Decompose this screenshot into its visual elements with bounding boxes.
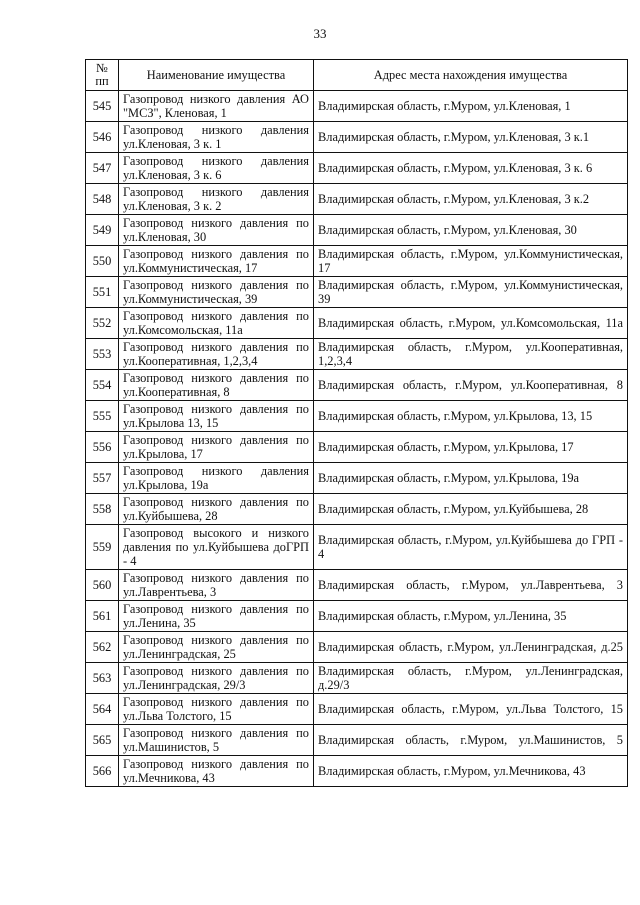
row-number: 550 bbox=[86, 246, 119, 277]
header-row bbox=[86, 60, 628, 91]
row-number: 545 bbox=[86, 91, 119, 122]
property-name: Газопровод низкого давления по ул.Кленовая, 30 bbox=[119, 215, 314, 246]
row-number: 546 bbox=[86, 122, 119, 153]
property-name: Газопровод низкого давления по ул.Мечникова, 43 bbox=[119, 756, 314, 787]
property-address: Владимирская область, г.Муром, ул.Кленовая, 3 к.1 bbox=[314, 122, 628, 153]
property-name: Газопровод низкого давления по ул.Крылова 13, 15 bbox=[119, 401, 314, 432]
property-address: Владимирская область, г.Муром, ул.Льва Толстого, 15 bbox=[314, 694, 628, 725]
property-name: Газопровод низкого давления по ул.Ленина, 35 bbox=[119, 601, 314, 632]
row-number: 560 bbox=[86, 570, 119, 601]
property-name: Газопровод низкого давления по ул.Льва Толстого, 15 bbox=[119, 694, 314, 725]
table-header bbox=[86, 60, 628, 91]
property-address: Владимирская область, г.Муром, ул.Ленина, 35 bbox=[314, 601, 628, 632]
table-row bbox=[86, 370, 628, 401]
table-row bbox=[86, 153, 628, 184]
table-row bbox=[86, 601, 628, 632]
row-number: 553 bbox=[86, 339, 119, 370]
property-name: Газопровод низкого давления ул.Крылова, 19а bbox=[119, 463, 314, 494]
table-body bbox=[86, 91, 628, 787]
row-number: 555 bbox=[86, 401, 119, 432]
property-name: Газопровод низкого давления по ул.Ленинградская, 29/3 bbox=[119, 663, 314, 694]
table-row bbox=[86, 494, 628, 525]
property-address: Владимирская область, г.Муром, ул.Крылова, 13, 15 bbox=[314, 401, 628, 432]
property-address: Владимирская область, г.Муром, ул.Куйбышева, 28 bbox=[314, 494, 628, 525]
header-property-name: Наименование имущества bbox=[119, 60, 314, 91]
row-number: 551 bbox=[86, 277, 119, 308]
row-number: 548 bbox=[86, 184, 119, 215]
property-name: Газопровод низкого давления по ул.Коммунистическая, 39 bbox=[119, 277, 314, 308]
table-row bbox=[86, 694, 628, 725]
table-row bbox=[86, 91, 628, 122]
row-number: 564 bbox=[86, 694, 119, 725]
page-number: 33 bbox=[313, 26, 327, 41]
property-name: Газопровод низкого давления по ул.Крылова, 17 bbox=[119, 432, 314, 463]
table-row bbox=[86, 632, 628, 663]
property-address: Владимирская область, г.Муром, ул.Кленовая, 3 к.2 bbox=[314, 184, 628, 215]
row-number: 554 bbox=[86, 370, 119, 401]
property-address: Владимирская область, г.Муром, ул.Кооперативная, 1,2,3,4 bbox=[314, 339, 628, 370]
table-row bbox=[86, 277, 628, 308]
property-address: Владимирская область, г.Муром, ул.Коммунистическая, 17 bbox=[314, 246, 628, 277]
row-number: 558 bbox=[86, 494, 119, 525]
property-name: Газопровод низкого давления по ул.Машинистов, 5 bbox=[119, 725, 314, 756]
property-address: Владимирская область, г.Муром, ул.Коммунистическая, 39 bbox=[314, 277, 628, 308]
property-name: Газопровод низкого давления по ул.Коммунистическая, 17 bbox=[119, 246, 314, 277]
property-name: Газопровод низкого давления ул.Кленовая, 3 к. 2 bbox=[119, 184, 314, 215]
property-address: Владимирская область, г.Муром, ул.Лаврентьева, 3 bbox=[314, 570, 628, 601]
row-number: 552 bbox=[86, 308, 119, 339]
property-name: Газопровод низкого давления по ул.Лаврентьева, 3 bbox=[119, 570, 314, 601]
property-name: Газопровод низкого давления по ул.Кооперативная, 1,2,3,4 bbox=[119, 339, 314, 370]
property-address: Владимирская область, г.Муром, ул.Ленинградская, д.25 bbox=[314, 632, 628, 663]
property-address: Владимирская область, г.Муром, ул.Кленовая, 1 bbox=[314, 91, 628, 122]
table-row bbox=[86, 525, 628, 570]
table-row bbox=[86, 725, 628, 756]
property-name: Газопровод низкого давления ул.Кленовая, 3 к. 6 bbox=[119, 153, 314, 184]
property-name: Газопровод низкого давления по ул.Куйбышева, 28 bbox=[119, 494, 314, 525]
table-row bbox=[86, 401, 628, 432]
table-row bbox=[86, 663, 628, 694]
table-row bbox=[86, 570, 628, 601]
table-row bbox=[86, 432, 628, 463]
property-name: Газопровод высокого и низкого давления по ул.Куйбышева доГРП - 4 bbox=[119, 525, 314, 570]
property-name: Газопровод низкого давления по ул.Кооперативная, 8 bbox=[119, 370, 314, 401]
header-number: № пп bbox=[86, 60, 119, 91]
property-address: Владимирская область, г.Муром, ул.Ленинградская, д.29/3 bbox=[314, 663, 628, 694]
property-address: Владимирская область, г.Муром, ул.Крылова, 17 bbox=[314, 432, 628, 463]
row-number: 556 bbox=[86, 432, 119, 463]
property-name: Газопровод низкого давления ул.Кленовая, 3 к. 1 bbox=[119, 122, 314, 153]
row-number: 566 bbox=[86, 756, 119, 787]
property-address: Владимирская область, г.Муром, ул.Мечникова, 43 bbox=[314, 756, 628, 787]
row-number: 565 bbox=[86, 725, 119, 756]
row-number: 547 bbox=[86, 153, 119, 184]
property-address: Владимирская область, г.Муром, ул.Кленовая, 30 bbox=[314, 215, 628, 246]
table-row bbox=[86, 339, 628, 370]
row-number: 561 bbox=[86, 601, 119, 632]
table-row bbox=[86, 122, 628, 153]
table-row bbox=[86, 215, 628, 246]
row-number: 563 bbox=[86, 663, 119, 694]
property-address: Владимирская область, г.Муром, ул.Кооперативная, 8 bbox=[314, 370, 628, 401]
property-address: Владимирская область, г.Муром, ул.Кленовая, 3 к. 6 bbox=[314, 153, 628, 184]
property-register-table bbox=[85, 59, 628, 787]
property-name: Газопровод низкого давления по ул.Ленинградская, 25 bbox=[119, 632, 314, 663]
row-number: 562 bbox=[86, 632, 119, 663]
table-row bbox=[86, 246, 628, 277]
header-property-address: Адрес места нахождения имущества bbox=[314, 60, 628, 91]
property-address: Владимирская область, г.Муром, ул.Машинистов, 5 bbox=[314, 725, 628, 756]
table-row bbox=[86, 463, 628, 494]
table-row bbox=[86, 308, 628, 339]
property-name: Газопровод низкого давления по ул.Комсомольская, 11а bbox=[119, 308, 314, 339]
row-number: 557 bbox=[86, 463, 119, 494]
property-address: Владимирская область, г.Муром, ул.Куйбышева до ГРП - 4 bbox=[314, 525, 628, 570]
table-row bbox=[86, 756, 628, 787]
property-address: Владимирская область, г.Муром, ул.Комсомольская, 11а bbox=[314, 308, 628, 339]
property-address: Владимирская область, г.Муром, ул.Крылова, 19а bbox=[314, 463, 628, 494]
table-row bbox=[86, 184, 628, 215]
row-number: 549 bbox=[86, 215, 119, 246]
row-number: 559 bbox=[86, 525, 119, 570]
property-name: Газопровод низкого давления АО "МСЗ", Кленовая, 1 bbox=[119, 91, 314, 122]
